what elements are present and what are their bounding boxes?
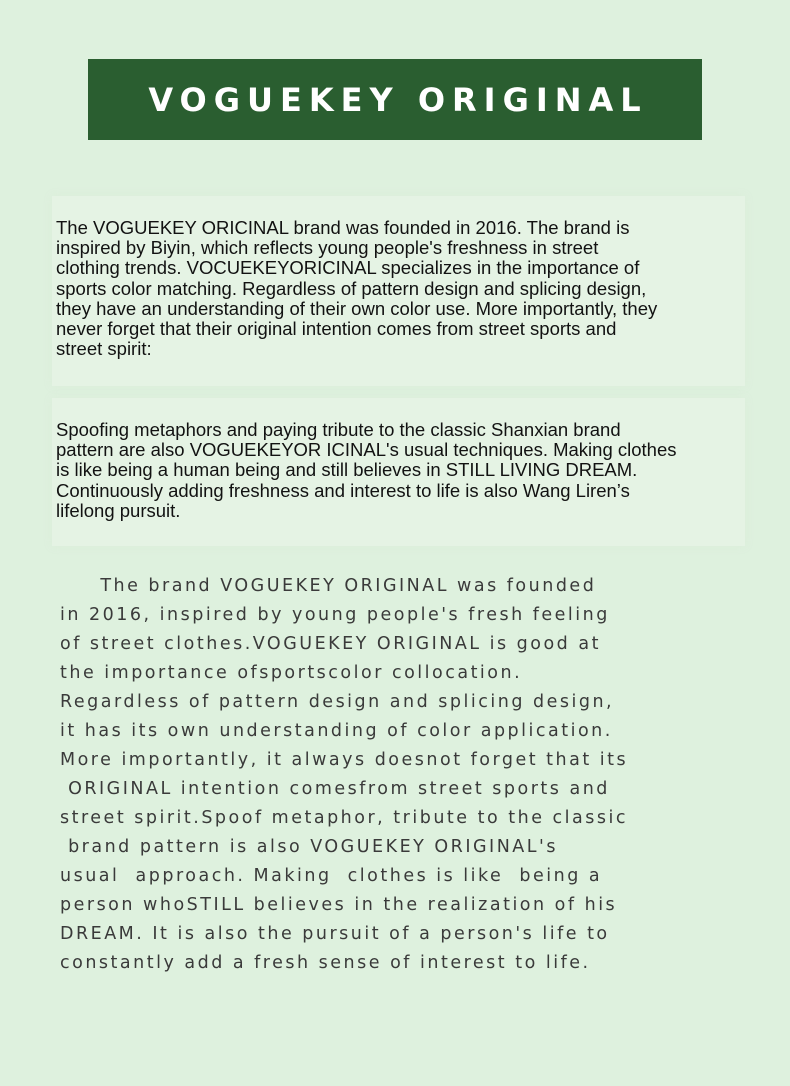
title-banner: [88, 59, 702, 140]
brand-intro-paragraph: The VOGUEKEY ORICINAL brand was founded in 2016. The brand is inspired by Biyin, which reflects young people's freshness in street clothing trends. VOCUEKEYORICINAL specializes in the importance of sports color matching. Regardless of pattern design and splicing design, they have an understanding of their own color use. More importantly, they never forget that their original intention comes from street sports and street spirit:: [56, 217, 658, 360]
brand-technique-paragraph: Spoofing metaphors and paying tribute to the classic Shanxian brand pattern are also VOGUEKEYOR ICINAL's usual techniques. Making clothes is like being a human being and still believes in STILL LIVING DREAM. Continuously adding freshness and interest to life is also Wang Liren’s lifelong pursuit.: [56, 419, 677, 521]
brand-technique-box: [52, 398, 745, 546]
brand-intro-box: [52, 196, 745, 386]
english-description-block: The brand VOGUEKEY ORIGINAL was founded in 2016, inspired by young people's fresh feeling of street clothes.VOGUEKEY ORIGINAL is good at the importance ofsportscolor collocation. Regardless of pattern design and splicing design, it has its own understanding of color application. More importantly, it always doesnot forget that its ORIGINAL intention comesfrom street sports and street spirit.Spoof metaphor, tribute to the classic brand pattern is also VOGUEKEY ORIGINAL's usual approach. Making clothes is like being a person whoSTILL believes in the realization of his DREAM. It is also the pursuit of a person's life to constantly add a fresh sense of interest to life.: [60, 576, 629, 973]
page-title: VOGUEKEY ORIGINAL: [148, 80, 648, 119]
